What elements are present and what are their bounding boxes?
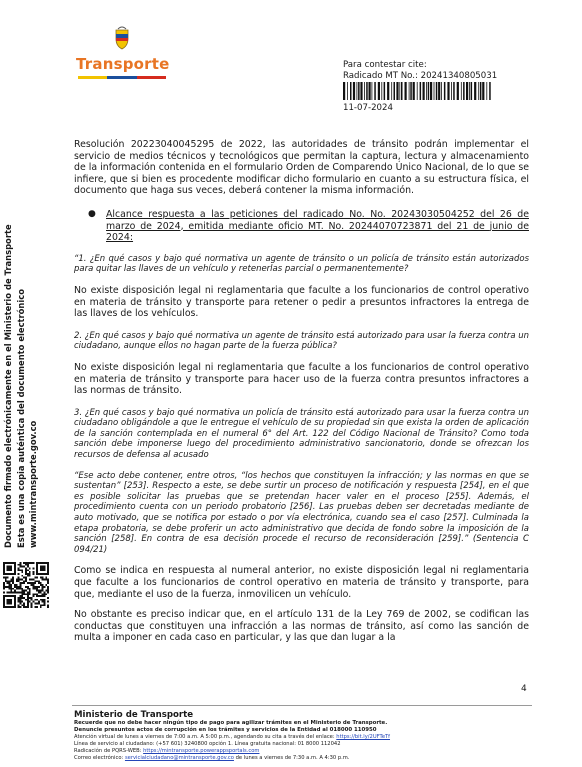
coat-of-arms-icon bbox=[113, 26, 131, 50]
footer-email-hours: de lunes a viernes de 7:30 a.m. A 4:30 p.m. bbox=[233, 755, 350, 761]
court-quote: “Ese acto debe contener, entre otros, “los hechos que constituyen la infracción; y las normas en que se sustentan” [253]. Respecto a este, se debe surtir un proceso de notificación y respuesta [254], en el que es posible solicitar las pruebas que se pretendan hacer valer en el proceso [255]. Además, el procedimiento cuenta con un periodo probatorio [256]. Las pruebas deben ser decretadas mediante de auto motivado, que se notifica por estado o por vía electrónica, cuando sea el caso [257]. Culminada la etapa probatoria, se debe proferir un acto administrativo que decida de fondo sobre la imposición de la sanción [258]. En contra de esa decisión procede el recurso de reconsideración [259].” (Sentencia C 094/21) bbox=[74, 470, 529, 555]
answer-2: No existe disposición legal ni reglamentaria que faculte a los funcionarios de control operativo en materia de tránsito y transporte para hacer uso de la fuerza contra presuntos infractores a las normas de tránsito. bbox=[74, 361, 529, 397]
logo-flag-stripe bbox=[78, 76, 166, 79]
footer-pqrs bbox=[74, 748, 534, 755]
question-2: 2. ¿En qué casos y bajo qué normativa un agente de tránsito está autorizado para usar la fuerza contra un ciudadano, aunque ellos no hagan parte de la fuerza pública? bbox=[74, 330, 530, 352]
footer-email bbox=[74, 755, 534, 762]
page-number: 4 bbox=[521, 684, 527, 694]
document-date: 11-07-2024 bbox=[343, 103, 393, 113]
answer-1: No existe disposición legal ni reglamentaria que faculte a los funcionarios de control operativo en materia de tránsito y transporte para retener o pedir a presuntos infractores la entrega de las llaves de los vehículos. bbox=[74, 284, 529, 320]
answer-3: Como se indica en respuesta al numeral anterior, no existe disposición legal ni reglamentaria que faculte a los funcionarios de control operativo en materia de tránsito y transporte, para que, mediante el uso de la fuerza, inmovilicen un vehículo. bbox=[74, 565, 529, 600]
ministry-logo bbox=[72, 26, 172, 82]
footer-corruption: Denuncie presuntos actos de corrupción en los trámites y servicios de la Entidad al 018000 110950 bbox=[74, 727, 377, 733]
email-link[interactable]: servicialciudadano@mintransporte.gov.co bbox=[124, 755, 234, 761]
letter-body bbox=[74, 139, 529, 644]
electronic-signature-note bbox=[2, 168, 50, 548]
side-line-1: Documento firmado electrónicamente en el Ministerio de Transporte bbox=[3, 224, 13, 548]
reply-label: Para contestar cite: bbox=[343, 60, 427, 70]
side-line-3: www.mintransporte.gov.co bbox=[28, 420, 38, 548]
bullet-icon: ● bbox=[88, 208, 96, 219]
question-1: “1. ¿En qué casos y bajo qué normativa un agente de tránsito o un policía de tránsito están autorizados para quitar las llaves de un vehículo y retenerlas parcial o permanentemente? bbox=[74, 253, 529, 275]
radicado-number: Radicado MT No.: 20241340805031 bbox=[343, 71, 498, 81]
paragraph-law-769: No obstante es preciso indicar que, en el artículo 131 de la Ley 769 de 2002, se codifican las conductas que constituyen una infracción a las normas de tránsito, así como las sanción de multa a imponer en cada caso en particular, y las que dan lugar a la bbox=[74, 609, 529, 644]
logo-text: Transporte bbox=[76, 55, 170, 73]
footer-divider bbox=[72, 705, 532, 706]
footer-email-text: Correo electrónico: bbox=[74, 755, 125, 761]
side-line-2: Esta es una copia auténtica del documento electrónico bbox=[15, 289, 26, 548]
barcode-icon bbox=[343, 82, 493, 100]
qr-code-icon bbox=[3, 562, 49, 608]
appointment-link[interactable]: https://bit.ly/2UFTeTf bbox=[336, 734, 391, 740]
footer-phone: Línea de servicio al ciudadano: (+57 601) 3240800 opción 1. Línea gratuita nacional: 01 8000 112042 bbox=[74, 741, 341, 747]
footer-virtual-attention bbox=[74, 734, 534, 741]
footer bbox=[74, 710, 534, 762]
footer-title: Ministerio de Transporte bbox=[74, 710, 194, 720]
bullet-item bbox=[74, 209, 529, 244]
footer-virtual-text: Atención virtual de lunes a viernes de 7:00 a.m. A 5:00 p.m., agendando su cita a través del enlace: bbox=[74, 734, 337, 740]
footer-pqrs-text: Radicación de PQRS-WEB: bbox=[74, 748, 144, 754]
bullet-text: Alcance respuesta a las peticiones del radicado No. No. 20243030504252 del 26 de marzo de 2024, emitida mediante oficio MT. No. 20244070723871 del 21 de junio de 2024: bbox=[106, 208, 529, 244]
question-3: 3. ¿En qué casos y bajo qué normativa un policía de tránsito está autorizado para usar la fuerza contra un ciudadano obligándole a que le entregue el vehículo de su propiedad sin que exista la orden de aplicación de la sanción contemplada en el numeral 6° del Art. 122 del Código Nacional de Tránsito? Como toda sanción debe imponerse luego del procedimiento administrativo sancionatorio, donde se ofrezcan los recursos de defensa al acusado bbox=[74, 407, 529, 461]
footer-warning: Recuerde que no debe hacer ningún tipo de pago para agilizar trámites en el Ministerio de Transporte. bbox=[74, 720, 388, 726]
pqrs-link[interactable]: https://mintransporte.powerappsportals.com bbox=[143, 748, 260, 754]
reference-block bbox=[343, 60, 497, 82]
paragraph-resolution: Resolución 20223040045295 de 2022, las autoridades de tránsito podrán implementar el servicio de medios técnicos y tecnológicos que permitan la captura, lectura y almacenamiento de la información contenida en el formulario Orden de Comparendo Único Nacional, de lo que se infiere, que si bien es procedente modificar dicho formulario en cuanto a su estructura física, el documento que haga sus veces, deberá contener la misma información. bbox=[74, 139, 529, 197]
